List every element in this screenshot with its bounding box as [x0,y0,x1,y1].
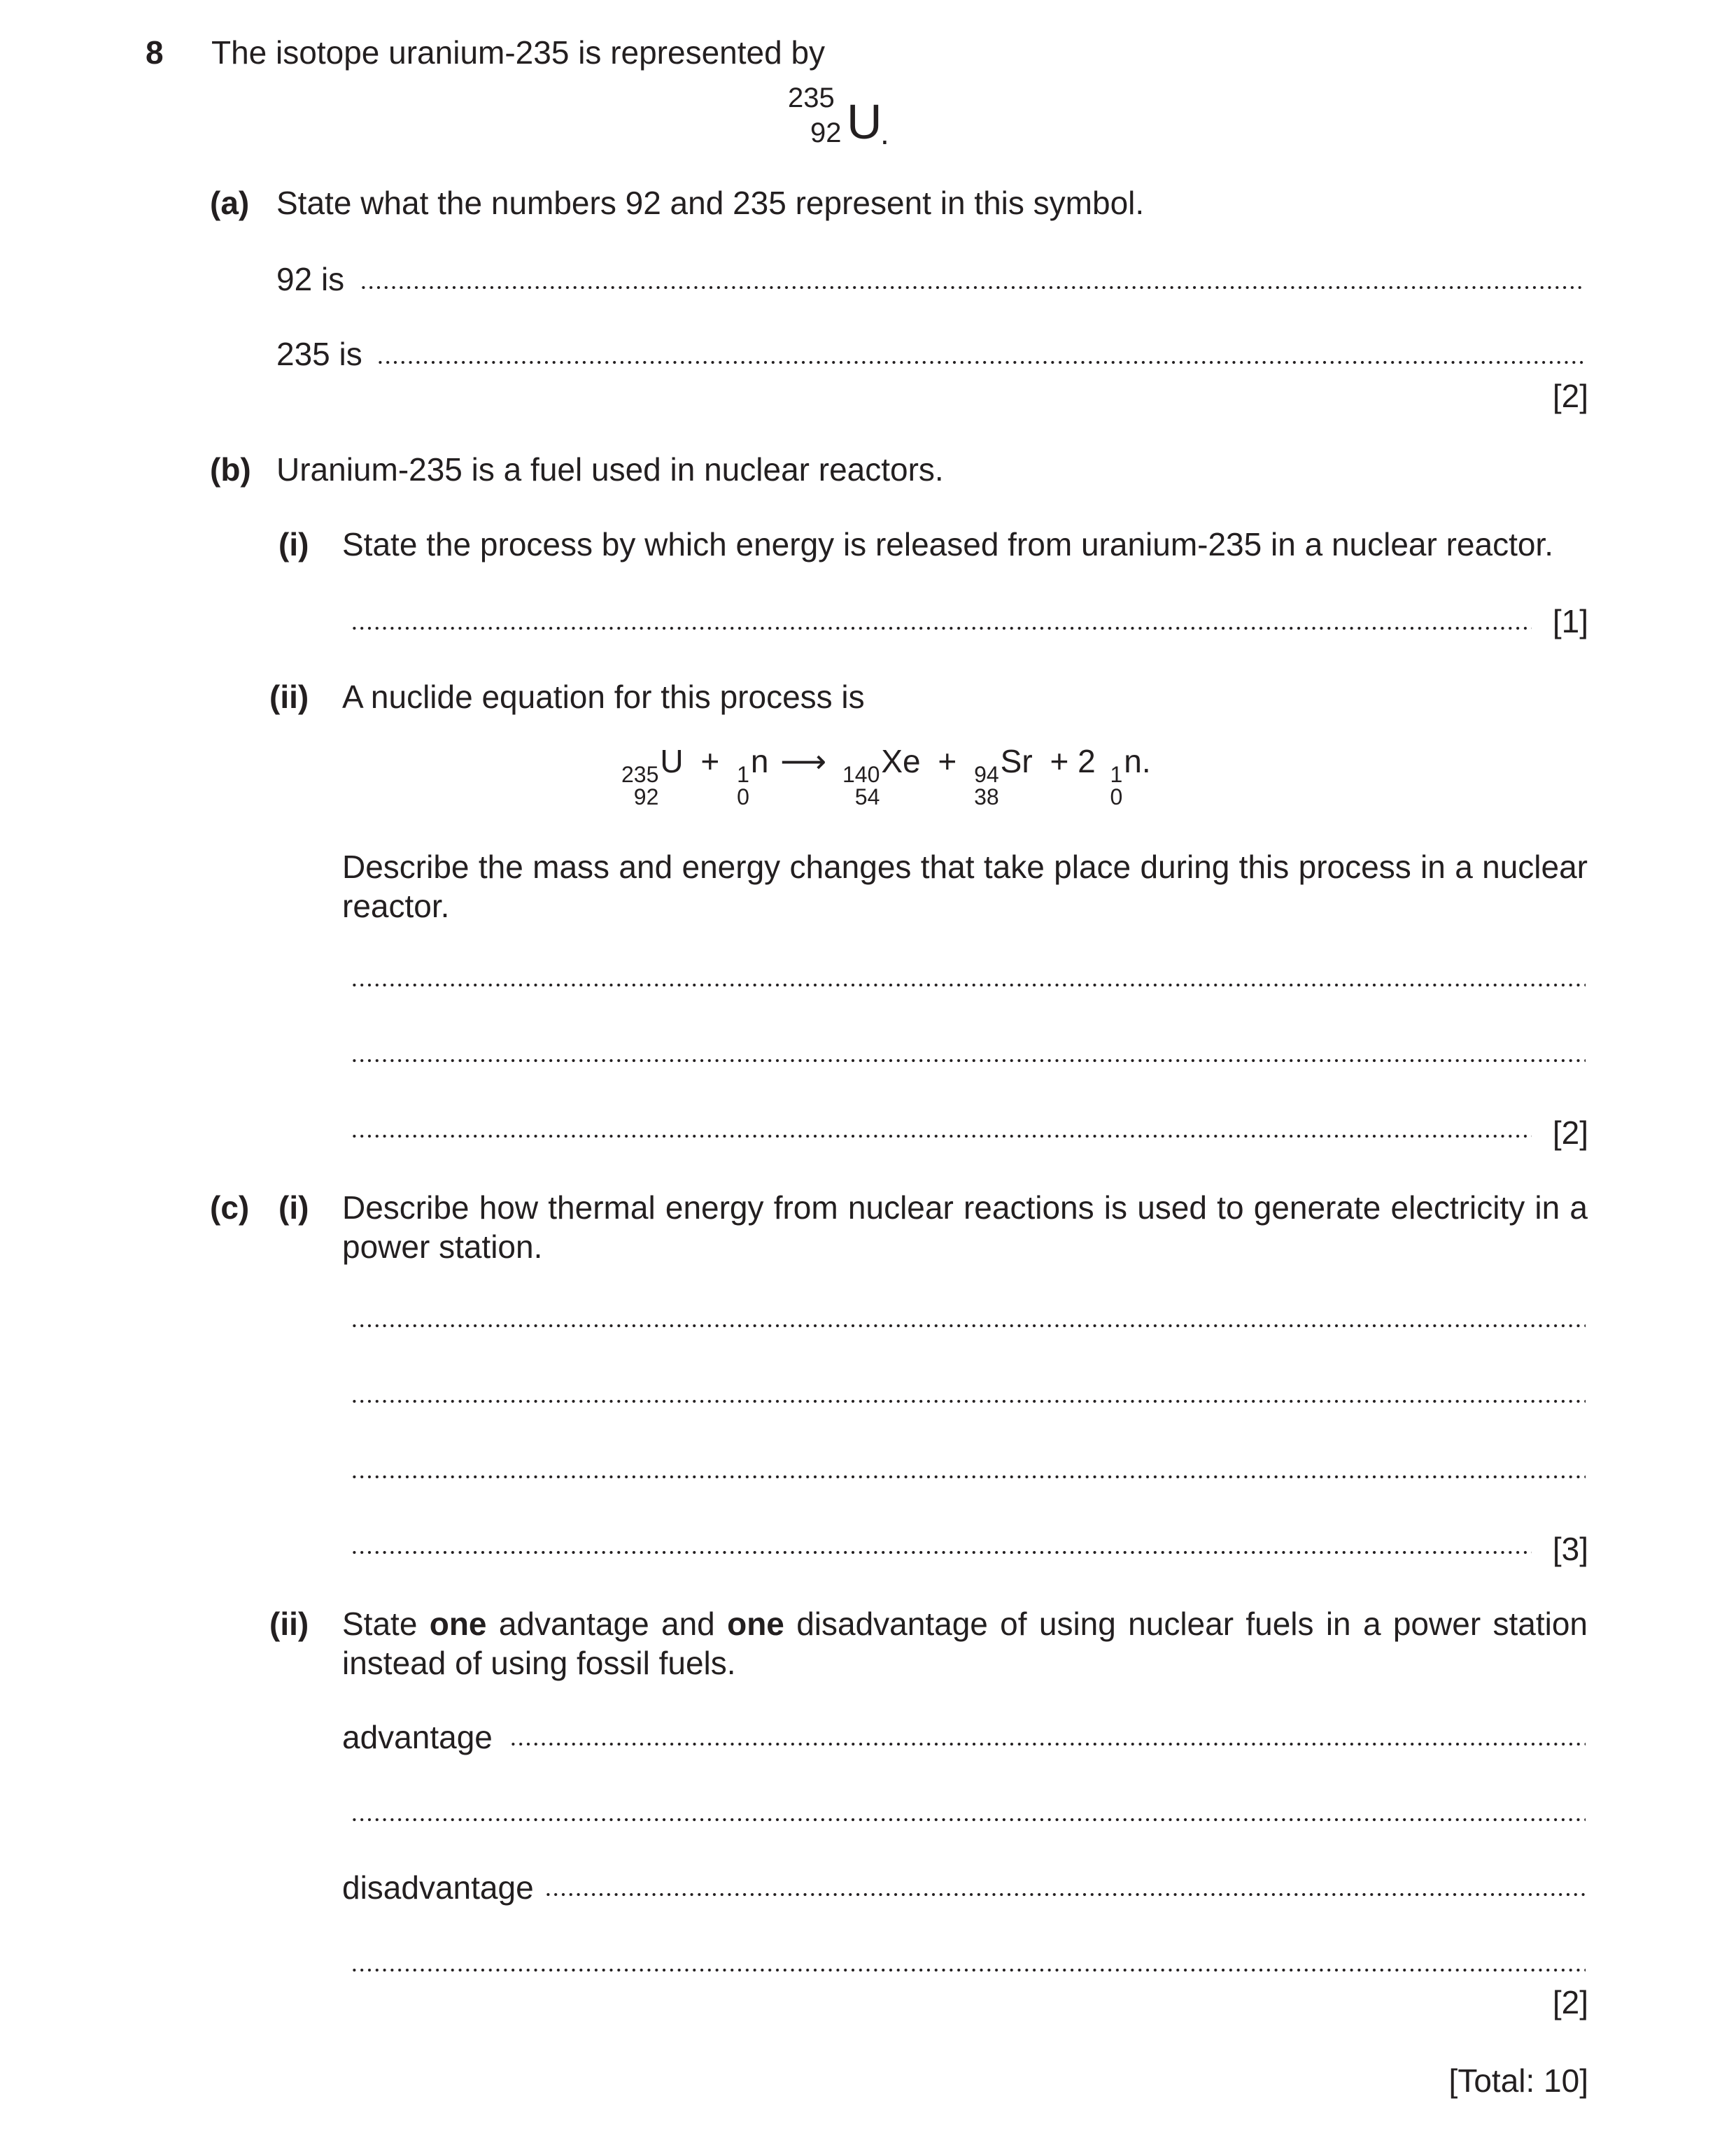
u-mass-number: 235 [621,762,659,787]
sr-numbers [974,763,999,808]
n2-mass-number: 1 [1110,762,1123,787]
answer-line-disadvantage-2[interactable] [351,1968,1586,1972]
answer-line-92[interactable] [360,285,1586,290]
answer-line-b-ii-3[interactable] [351,1134,1532,1138]
part-b-ii-prompt: A nuclide equation for this process is [342,679,865,715]
part-a-marks: [2] [1552,378,1588,414]
sr-symbol: Sr [1000,743,1033,779]
advantage-label: advantage [342,1719,493,1755]
part-c-ii-label: (ii) [269,1606,309,1642]
nuclide-equation [621,742,1151,809]
part-c-i-label: (i) [278,1189,309,1226]
question-intro: The isotope uranium-235 is represented by [211,34,826,71]
part-b-i-prompt: State the process by which energy is released from uranium-235 in a nuclear reactor. [342,526,1553,562]
n1-atomic-number: 0 [737,784,749,809]
prompt-emphasis: one [429,1606,487,1642]
part-c-ii-prompt [342,1604,1588,1683]
answer-line-b-ii-1[interactable] [351,983,1586,987]
n2-atomic-number: 0 [1110,784,1123,809]
part-a-label: (a) [210,185,250,221]
prompt-text: advantage and [486,1606,728,1642]
isotope-mass-number: 235 [788,83,835,113]
reaction-arrow: ⟶ [780,742,827,780]
part-b-ii-describe: Describe the mass and energy changes that take place during this process in a nuclear reactor. [342,849,1588,924]
n1-mass-number: 1 [737,762,749,787]
xe-atomic-number: 54 [854,784,880,809]
answer-line-c-i-4[interactable] [351,1550,1532,1555]
part-c-i-prompt: Describe how thermal energy from nuclear reactions is used to generate electricity in a power station. [342,1189,1588,1265]
xe-numbers [842,763,880,808]
answer-line-c-i-1[interactable] [351,1324,1586,1328]
part-b-label: (b) [210,451,251,488]
answer-line-advantage-2[interactable] [351,1818,1586,1822]
plus-sign: + [938,743,957,779]
answer-92-label: 92 is [276,261,345,297]
part-c-label: (c) [210,1189,250,1226]
answer-line-c-i-3[interactable] [351,1475,1586,1479]
disadvantage-label: disadvantage [342,1869,534,1906]
part-b-prompt: Uranium-235 is a fuel used in nuclear reactors. [276,451,944,488]
answer-235-label: 235 is [276,336,362,372]
answer-line-b-i[interactable] [351,626,1532,630]
prompt-emphasis: one [727,1606,784,1642]
answer-line-235[interactable] [376,360,1586,364]
sr-atomic-number: 38 [974,784,999,809]
question-number: 8 [146,34,164,71]
isotope-period: . [880,115,889,151]
n1-numbers [737,763,749,808]
u-atomic-number: 92 [633,784,659,809]
n2-symbol: n. [1124,743,1151,779]
sr-mass-number: 94 [974,762,999,787]
part-c-ii-marks: [2] [1552,1984,1588,2020]
total-marks: [Total: 10] [1448,2062,1588,2099]
answer-line-c-i-2[interactable] [351,1399,1586,1403]
isotope-symbol [788,83,889,161]
isotope-element-symbol: U [847,94,882,149]
part-a-prompt: State what the numbers 92 and 235 represent in this symbol. [276,185,1145,221]
answer-line-advantage-1[interactable] [509,1742,1586,1746]
n2-numbers [1110,763,1122,808]
part-b-ii-label: (ii) [269,679,309,715]
part-b-i-label: (i) [278,526,309,562]
xe-symbol: Xe [881,743,921,779]
plus-two: + 2 [1050,743,1096,779]
part-b-i-marks: [1] [1552,603,1588,639]
prompt-text: disadvantage of using nuclear fuels in a power station instead of using fossil fuels. [342,1606,1588,1681]
isotope-atomic-number: 92 [810,118,842,148]
answer-line-b-ii-2[interactable] [351,1059,1586,1063]
part-c-i-marks: [3] [1552,1531,1588,1567]
u-symbol: U [660,743,684,779]
answer-line-disadvantage-1[interactable] [544,1892,1586,1897]
xe-mass-number: 140 [842,762,880,787]
part-b-ii-marks: [2] [1552,1114,1588,1151]
plus-sign: + [700,743,720,779]
u-numbers [621,763,658,808]
prompt-text: State [342,1606,430,1642]
n1-symbol: n [750,743,769,779]
